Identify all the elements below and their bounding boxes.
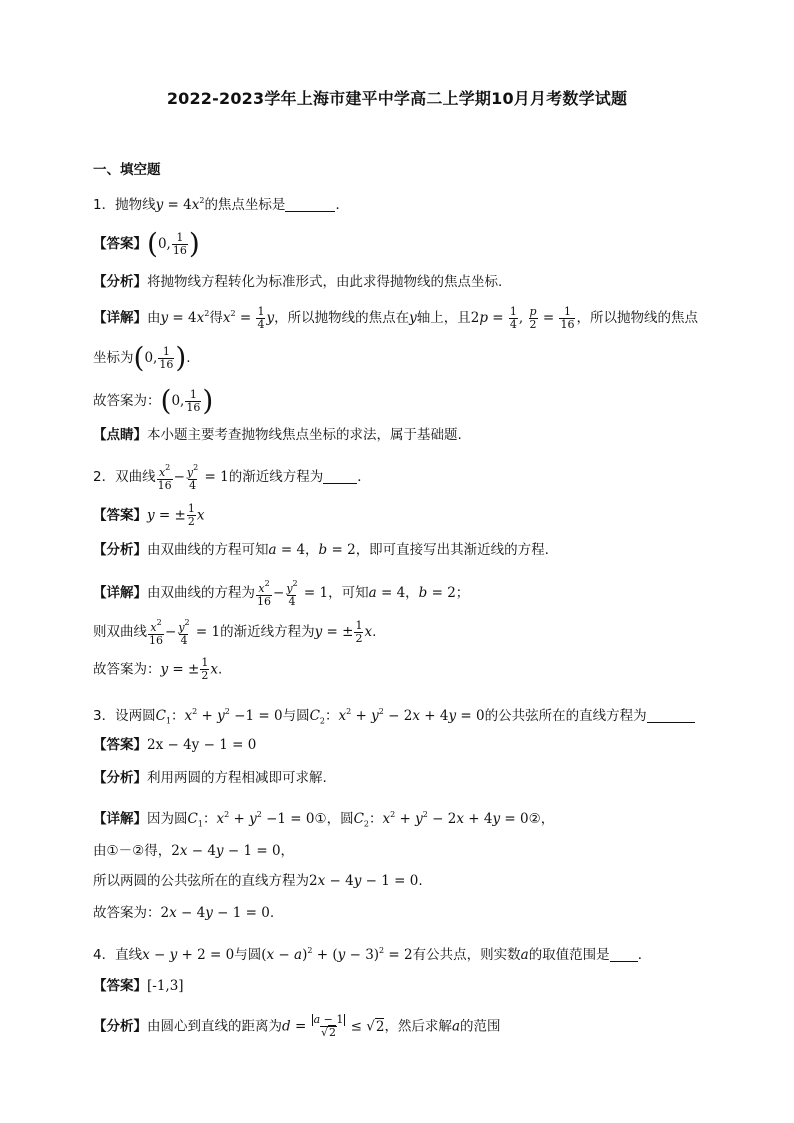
detail-text: 得 (209, 310, 223, 326)
hence-label: 故答案为： (93, 905, 161, 921)
question-1: 1．抛物线$y = 4x^2$的焦点坐标是 ． (93, 196, 349, 213)
q3-answer (93, 735, 256, 755)
answer-label: 【答案】 (93, 737, 147, 753)
detail-text: 由 (147, 310, 161, 326)
detail-text: ，可知 (328, 585, 369, 601)
question-text: 与圆 (234, 947, 262, 963)
question-number: 3． (93, 708, 116, 724)
comment-label: 【点睛】 (93, 427, 147, 443)
q1-answer: 【答案】(0, $\frac{1}{16}$ ) (93, 227, 200, 260)
question-text: 抛物线 (115, 197, 156, 213)
answer-label: 【答案】 (93, 507, 147, 524)
q1-analysis (93, 272, 502, 292)
analysis-text: 由双曲线的方程可知 (147, 542, 269, 558)
question-3: 3．设两圆$C_1$：$x^2 + y^2 -1 = 0$与圆$C_2$：$x^2 + y^2 - 2x + 4y = 0$的公共弦所在的直线方程为 (93, 702, 695, 732)
detail-label: 【详解】 (93, 811, 147, 827)
answer-blank (647, 708, 695, 723)
question-text: 有公共点，则实数 (412, 947, 521, 963)
q3-analysis (93, 768, 327, 788)
analysis-label: 【分析】 (93, 274, 147, 290)
q3-detail: 【详解】因为圆$C_1$：$x^2 + y^2 -1$ = 0①，圆$C_2$：$x^2 + y^2 - 2x + 4y$ = 0②， (93, 810, 555, 829)
hence-label: 故答案为： (93, 661, 161, 678)
analysis-label: 【分析】 (93, 1018, 147, 1035)
detail-text: ，圆 (326, 811, 354, 827)
q1-hence: 故答案为：(0, $\frac{1}{16}$ ) (93, 384, 214, 417)
analysis-text: ，然后求解 (384, 1018, 452, 1035)
question-4: 4．直线x − y + 2 = 0与圆$(x - a)^2 + (y - 3)^2 = 2$有公共点，则实数a的取值范围是 ． (93, 946, 652, 963)
comment-text: 本小题主要考查抛物线焦点坐标的求法，属于基础题. (147, 427, 462, 443)
answer-label: 【答案】 (93, 978, 147, 994)
question-number: 4． (93, 947, 116, 963)
answer-label: 【答案】 (93, 236, 147, 252)
q2-detail: 【详解】由双曲线的方程为 $\frac{x^2}{16}$ − $\frac{y^2}{4}$ = 1，可知a = 4，b = 2； (93, 579, 470, 608)
detail-text: 所以两圆的公共弦所在的直线方程为 (93, 873, 309, 889)
q2-answer: 【答案】y = ± $\frac{1}{2}$ x (93, 502, 205, 528)
q1-detail-cont: 坐标为(0, $\frac{1}{16}$ ). (93, 341, 191, 374)
q3-so: 所以两圆的公共弦所在的直线方程为2x − 4y − 1 = 0. (93, 873, 423, 889)
detail-text: 的渐近线方程为 (220, 624, 315, 640)
analysis-label: 【分析】 (93, 770, 147, 786)
detail-text: 由双曲线的方程为 (147, 585, 255, 601)
detail-text: ，所以抛物线的焦点在 (274, 310, 410, 326)
question-text: 的公共弦所在的直线方程为 (484, 708, 647, 724)
question-2: 2．双曲线 $\frac{x^2}{16}$ − $\frac{y^2}{4}$ = 1的渐近线方程为 ． (93, 463, 371, 492)
answer-blank (610, 947, 638, 962)
question-number: 2． (93, 469, 116, 485)
q4-analysis: 【分析】由圆心到直线的距离为d = $\frac{a - 1}{√2}$ ≤ √2，然后求解a的范围 (93, 1013, 501, 1039)
question-text: 的焦点坐标是 (204, 197, 286, 213)
question-text: 双曲线 (115, 469, 156, 485)
answer-value: 2x − 4y − 1 = 0 (147, 737, 257, 753)
detail-text: 因为圆 (147, 811, 188, 827)
page-title: 2022-2023学年上海市建平中学高二上学期10月月考数学试题 (166, 89, 628, 108)
q1-comment (93, 425, 462, 445)
detail-label: 【详解】 (93, 585, 147, 601)
detail-label: 【详解】 (93, 310, 147, 326)
question-text: 直线 (115, 947, 143, 963)
detail-text: 轴上，且 (416, 310, 471, 326)
analysis-text: 利用两圆的方程相减即可求解. (147, 770, 327, 786)
detail-text: ，所以抛物线的焦点 (576, 310, 698, 326)
analysis-text: 的范围 (460, 1018, 501, 1035)
answer-value: [-1,3] (147, 978, 184, 994)
hence-label: 故答案为： (93, 393, 161, 409)
question-number: 1． (93, 197, 116, 213)
q2-hence: 故答案为：y = ± $\frac{1}{2}$ x. (93, 656, 223, 682)
q1-detail: 【详解】由$y = 4x^2$得$x^2$ = $\frac{1}{4}$ y，所以抛物线的焦点在y轴上，且2p = $\frac{1}{4}$ , $\frac{p}{2}$ = $\frac{1}{16}$ ，所以抛物线的焦点 (93, 304, 698, 331)
q2-then: 则双曲线 $\frac{x^2}{16}$ − $\frac{y^2}{4}$ = 1的渐近线方程为y = ± $\frac{1}{2}$ x. (93, 618, 377, 647)
question-text: 与圆 (282, 708, 310, 724)
question-text: 的取值范围是 (528, 947, 610, 963)
q3-hence: 故答案为：2x − 4y − 1 = 0. (93, 905, 275, 921)
section-heading: 一、填空题 (93, 162, 161, 178)
analysis-text: ，即可直接写出其渐近线的方程. (355, 542, 549, 558)
analysis-text: 由圆心到直线的距离为 (147, 1018, 282, 1035)
question-text: 的渐近线方程为 (228, 469, 324, 485)
detail-text: 坐标为 (93, 350, 134, 366)
answer-blank (323, 469, 357, 484)
detail-text: 则双曲线 (93, 624, 147, 640)
analysis-text: 将抛物线方程转化为标准形式，由此求得抛物线的焦点坐标. (147, 274, 503, 290)
q3-from: 由①－②得，2x − 4y − 1 = 0， (93, 843, 295, 859)
q2-analysis: 【分析】由双曲线的方程可知a = 4，b = 2，即可直接写出其渐近线的方程. (93, 542, 549, 558)
answer-blank (285, 197, 335, 212)
question-text: 设两圆 (115, 708, 156, 724)
q4-answer (93, 976, 184, 996)
detail-text: 由①－②得， (93, 843, 172, 859)
analysis-label: 【分析】 (93, 542, 147, 558)
